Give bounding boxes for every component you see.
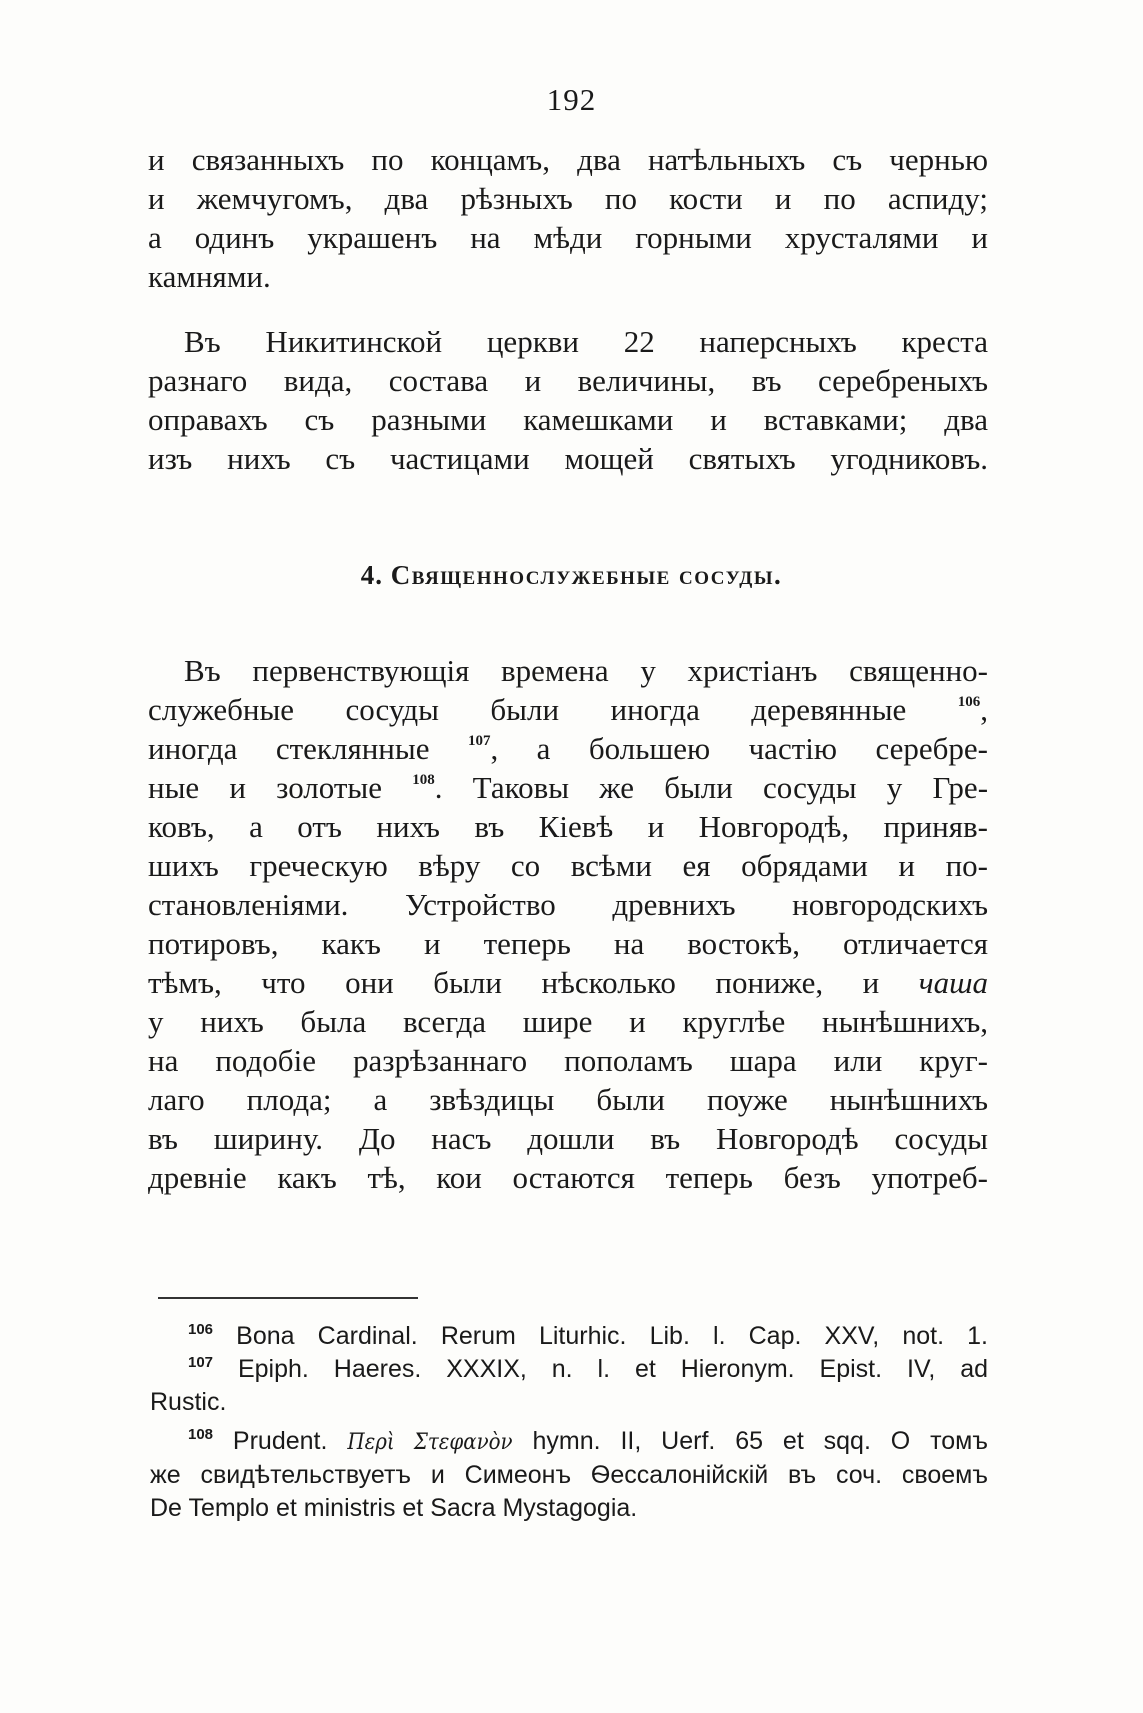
paragraph-continuation <box>148 140 988 296</box>
paragraph-vessels <box>148 651 988 1197</box>
text-line: на подобіе разрѣзаннаго пополамъ шара или круг- <box>148 1043 988 1078</box>
text-line: Въ Никитинской церкви 22 наперсныхъ креста <box>184 324 988 359</box>
text-line: становленіями. Устройство древнихъ новгородскихъ <box>148 887 988 922</box>
text-line: потировъ, какъ и теперь на востокѣ, отличается <box>148 926 988 961</box>
footnote-ref: 106 <box>957 694 981 710</box>
text-line: шихъ греческую вѣру со всѣми ея обрядами и по- <box>148 848 988 883</box>
text-line: Въ первенствующія времена у христіанъ священно- <box>184 653 988 688</box>
footnote-number: 106 <box>188 1321 214 1338</box>
text-line: оправахъ съ разными камешками и вставками; два <box>148 402 988 437</box>
footnote-ref: 107 <box>467 733 491 749</box>
footnote-107-cont: Rustic. <box>150 1388 227 1416</box>
footnote-number: 107 <box>188 1354 214 1371</box>
text-line: разнаго вида, состава и величины, въ серебреныхъ <box>148 363 988 398</box>
text-line: ные и золотые $^{108}$. Таковы же были сосуды у Гре- <box>148 770 989 805</box>
footnote-ref: 108 <box>412 772 435 788</box>
footnote-divider <box>158 1297 418 1299</box>
text-line: и связанныхъ по концамъ, два натѣльныхъ съ чернью <box>148 142 988 177</box>
footnote-108: $^{108}$ Prudent. Περὶ Στεφανὸν hymn. II, Uerf. 65 et sqq. О томъ <box>188 1426 988 1455</box>
text-line: у нихъ была всегда шире и круглѣе нынѣшнихъ, <box>148 1004 988 1039</box>
footnote-107: $^{107}$ Epiph. Haeres. XXXIX, n. l. et Hieronym. Epist. IV, ad <box>188 1354 989 1383</box>
text-line: ковъ, а отъ нихъ въ Кіевѣ и Новгородѣ, приняв- <box>148 809 988 844</box>
text-line: иногда стеклянные $^{107}$, а большею частію серебре- <box>148 731 988 766</box>
section-heading <box>0 560 1143 591</box>
text-line: и жемчугомъ, два рѣзныхъ по кости и по аспиду; <box>148 181 988 216</box>
section-number: 4. <box>360 560 383 590</box>
footnotes <box>150 1320 988 1525</box>
section-title: Священнослужебные сосуды. <box>390 560 783 590</box>
text-line: въ ширину. До насъ дошли въ Новгородѣ сосуды <box>148 1121 988 1156</box>
text-line: а одинъ украшенъ на мѣди горными хрусталями и <box>148 220 988 255</box>
paragraph-nikitinskaya <box>148 322 988 478</box>
italic-word: чаша <box>918 965 988 1000</box>
footnote-108-cont: De Templo et ministris et Sacra Mystagogia. <box>150 1494 638 1522</box>
text-line: древніе какъ тѣ, кои остаются теперь безъ употреб- <box>148 1160 988 1195</box>
text-line: камнями. <box>148 259 271 294</box>
footnote-108-cont: же свидѣтельствуетъ и Симеонъ Ѳессалонійскій въ соч. своемъ <box>150 1461 988 1489</box>
footnote-106: $^{106}$ Bona Cardinal. Rerum Liturhic. Lib. l. Cap. XXV, not. 1. <box>188 1321 988 1350</box>
text-line: изъ нихъ съ частицами мощей святыхъ угодниковъ. <box>148 441 988 476</box>
text-line: служебные сосуды были иногда деревянные $^{106}$, <box>148 692 988 727</box>
greek-title: Περὶ Στεφανὸν <box>347 1430 513 1455</box>
page-number: 192 <box>546 82 597 117</box>
text-line: лаго плода; а звѣздицы были поуже нынѣшнихъ <box>148 1082 988 1117</box>
footnote-number: 108 <box>188 1426 214 1443</box>
text-line: тѣмъ, что они были нѣсколько пониже, и чаша <box>148 965 988 1000</box>
